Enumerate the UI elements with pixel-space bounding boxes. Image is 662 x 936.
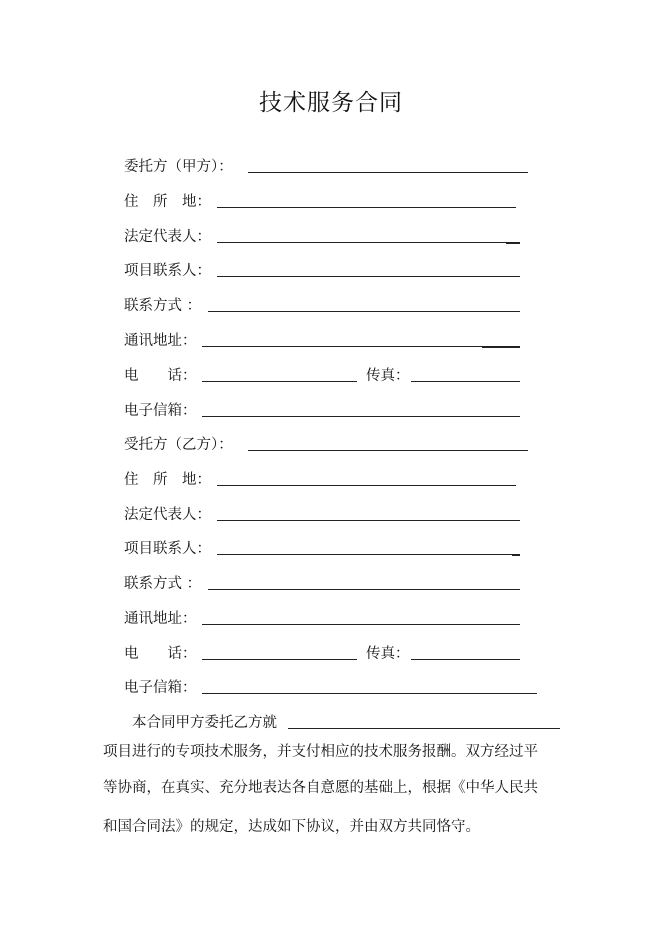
- party-a-contact-method-row: [124, 296, 524, 316]
- party-b-fax-label: 传真：: [366, 646, 410, 662]
- party-a-contact-method-field[interactable]: [208, 296, 520, 312]
- party-a-mail-address-row: [124, 331, 524, 351]
- party-a-contact-row: [124, 261, 524, 281]
- party-b-contact-row: [124, 539, 524, 559]
- party-b-legal-rep-field[interactable]: [217, 505, 520, 521]
- party-a-heading: 委托方（甲方）：: [124, 159, 233, 175]
- party-b-legal-rep-label: 法定代表人：: [124, 507, 211, 523]
- party-a-email-label: 电子信箱：: [124, 403, 197, 419]
- intro-first-line: [132, 713, 562, 733]
- party-a-mail-address-field[interactable]: [202, 331, 520, 347]
- party-b-address-label: 住 所 地：: [124, 472, 211, 488]
- party-a-email-row: [124, 401, 524, 421]
- party-a-legal-rep-field[interactable]: [217, 227, 520, 243]
- party-a-address-row: [124, 192, 524, 212]
- party-a-heading-row: [124, 157, 534, 177]
- party-b-heading-row: [124, 435, 534, 455]
- intro-line-2: 项目进行的专项技术服务，并支付相应的技术服务报酬。双方经过平: [103, 744, 538, 760]
- party-a-fax-field[interactable]: [411, 366, 520, 382]
- party-a-legal-rep-row: [124, 227, 524, 247]
- party-b-fax-field[interactable]: [411, 644, 520, 660]
- party-b-contact-method-field[interactable]: [208, 574, 520, 590]
- party-a-contact-field[interactable]: [217, 261, 520, 277]
- party-a-legal-rep-label: 法定代表人：: [124, 229, 211, 245]
- party-a-address-field[interactable]: [217, 192, 516, 208]
- party-a-phone-row: [124, 366, 524, 386]
- document-title: 技术服务合同: [259, 90, 403, 116]
- party-b-mail-address-field[interactable]: [202, 609, 520, 625]
- intro-line-3: 等协商，在真实、充分地表达各自意愿的基础上，根据《中华人民共: [103, 780, 538, 796]
- party-b-address-row: [124, 470, 524, 490]
- party-b-email-field[interactable]: [202, 678, 537, 694]
- party-b-contact-method-label: 联系方式 ：: [124, 576, 202, 592]
- party-a-name-field[interactable]: [248, 157, 528, 173]
- party-b-phone-field[interactable]: [202, 644, 357, 660]
- party-a-legal-rep-underline-mark: [506, 227, 520, 244]
- intro-line-4: 和国合同法》的规定，达成如下协议，并由双方共同恪守。: [103, 819, 480, 835]
- project-name-field[interactable]: [288, 713, 560, 729]
- party-b-email-row: [124, 678, 544, 698]
- party-a-phone-field[interactable]: [202, 366, 357, 382]
- party-b-address-field[interactable]: [217, 470, 516, 486]
- party-b-legal-rep-row: [124, 505, 524, 525]
- party-a-phone-label: 电 话：: [124, 368, 197, 384]
- party-b-phone-row: [124, 644, 524, 664]
- party-b-mail-address-row: [124, 609, 524, 629]
- party-b-name-field[interactable]: [248, 435, 528, 451]
- party-a-email-field[interactable]: [202, 401, 520, 417]
- party-a-mail-address-label: 通讯地址：: [124, 333, 197, 349]
- party-b-email-label: 电子信箱：: [124, 680, 197, 696]
- party-a-mail-address-underline-mark: [482, 331, 520, 348]
- party-b-contact-label: 项目联系人：: [124, 541, 211, 557]
- party-a-contact-method-label: 联系方式 ：: [124, 298, 202, 314]
- party-b-contact-underline-mark: [512, 539, 520, 556]
- party-a-fax-label: 传真：: [366, 368, 410, 384]
- party-a-address-label: 住 所 地：: [124, 194, 211, 210]
- party-b-contact-method-row: [124, 574, 524, 594]
- party-b-heading: 受托方（乙方）：: [124, 437, 233, 453]
- party-a-contact-label: 项目联系人：: [124, 263, 211, 279]
- party-b-phone-label: 电 话：: [124, 646, 197, 662]
- intro-line-1: 本合同甲方委托乙方就: [132, 715, 277, 731]
- party-b-mail-address-label: 通讯地址：: [124, 611, 197, 627]
- party-b-contact-field[interactable]: [217, 539, 520, 555]
